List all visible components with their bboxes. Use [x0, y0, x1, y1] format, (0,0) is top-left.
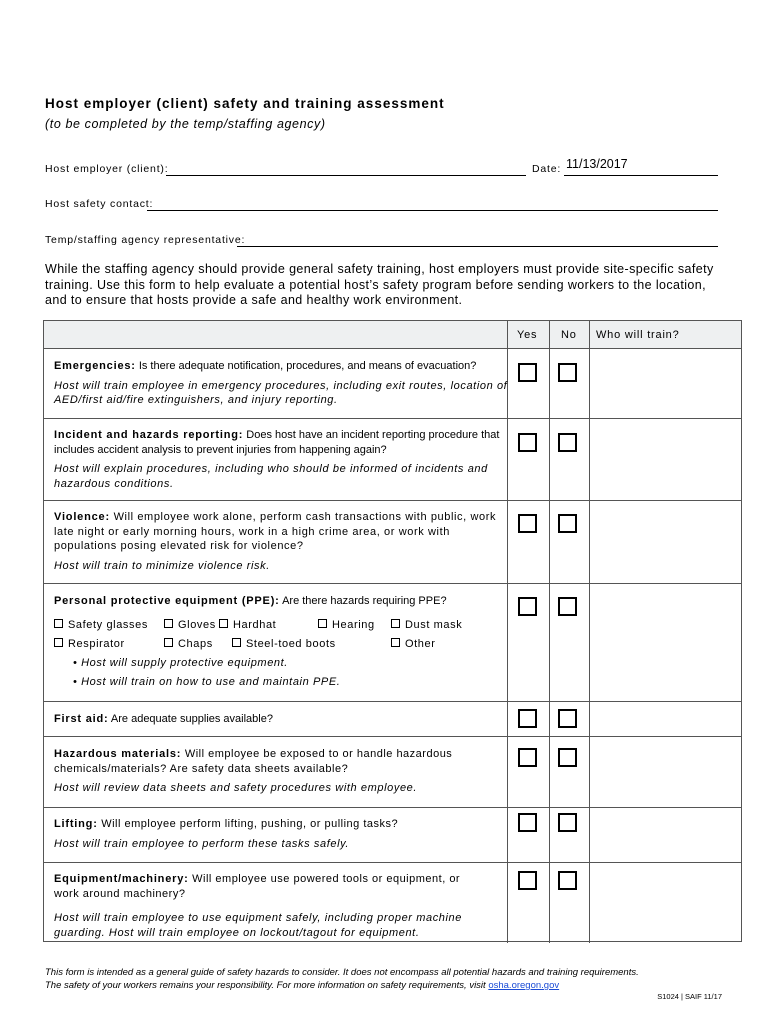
checkbox-icon: [318, 619, 327, 628]
ppe-option[interactable]: Safety glasses: [54, 619, 148, 631]
no-checkbox[interactable]: [558, 433, 577, 452]
host-safety-contact-input[interactable]: [147, 198, 718, 211]
header-yes: Yes: [517, 329, 538, 341]
row-divider: [44, 701, 741, 702]
checkbox-icon: [232, 638, 241, 647]
row-divider: [44, 807, 741, 808]
ppe-option[interactable]: Hearing: [318, 619, 375, 631]
row-divider: [44, 500, 741, 501]
checkbox-icon: [164, 619, 173, 628]
ppe-option[interactable]: Chaps: [164, 638, 213, 650]
host-employer-label: Host employer (client):: [45, 163, 169, 175]
row-label: Personal protective equipment (PPE):: [54, 595, 280, 607]
row-question: Does host have an incident reporting procedure that includes accident analysis to prevent injuries from happening again?: [54, 429, 500, 456]
row-question: Are adequate supplies available?: [110, 713, 273, 725]
header-who-will-train: Who will train?: [596, 329, 680, 341]
agency-rep-input[interactable]: [237, 234, 718, 247]
intro-paragraph: While the staffing agency should provide general safety training, host employers must provide site-specific safety training. Use this form to help evaluate a potential host’s safety program before sending workers to the location, and to ensure that hosts provide a safe and healthy work environment.: [45, 262, 714, 307]
row-note: Host will review data sheets and safety procedures with employee.: [54, 782, 418, 794]
host-safety-contact-label: Host safety contact:: [45, 198, 154, 210]
row-note: Host will train employee in emergency procedures, including exit routes, location of AED/first aid/fire extinguishers, and injury reporting.: [54, 379, 508, 406]
no-checkbox[interactable]: [558, 813, 577, 832]
row-divider: [44, 736, 741, 737]
no-checkbox[interactable]: [558, 363, 577, 382]
row-question: Will employee be exposed to or handle hazardous chemicals/materials? Are safety data sheets available?: [54, 748, 453, 775]
checkbox-icon: [391, 638, 400, 647]
no-checkbox[interactable]: [558, 748, 577, 767]
form-subtitle: (to be completed by the temp/staffing agency): [45, 117, 326, 131]
table-row-emergencies: [54, 359, 509, 408]
row-note: Host will explain procedures, including who should be informed of incidents and hazardous conditions.: [54, 463, 488, 490]
row-note: Host will train to minimize violence risk.: [54, 559, 270, 572]
ppe-bullet: • Host will train on how to use and maintain PPE.: [73, 676, 341, 688]
row-note: Host will train employee to perform these tasks safely.: [54, 837, 350, 850]
yes-checkbox[interactable]: [518, 433, 537, 452]
row-divider: [44, 348, 741, 349]
table-row-ppe: [54, 594, 509, 609]
yes-checkbox[interactable]: [518, 813, 537, 832]
yes-checkbox[interactable]: [518, 709, 537, 728]
row-label: Incident and hazards reporting:: [54, 429, 244, 441]
ppe-option[interactable]: Dust mask: [391, 619, 462, 631]
table-row-hazardous-materials: [54, 747, 509, 796]
row-question: Is there adequate notification, procedures, and means of evacuation?: [138, 360, 477, 372]
no-checkbox[interactable]: [558, 709, 577, 728]
date-input[interactable]: [564, 158, 718, 176]
checkbox-icon: [391, 619, 400, 628]
ppe-option[interactable]: Respirator: [54, 638, 125, 650]
agency-rep-label: Temp/staffing agency representative:: [45, 234, 246, 246]
date-label: Date:: [532, 163, 562, 175]
no-checkbox[interactable]: [558, 871, 577, 890]
yes-checkbox[interactable]: [518, 597, 537, 616]
row-label: Emergencies:: [54, 360, 136, 372]
checkbox-icon: [54, 638, 63, 647]
yes-checkbox[interactable]: [518, 748, 537, 767]
row-label: Equipment/machinery:: [54, 873, 189, 885]
ppe-option[interactable]: Other: [391, 638, 436, 650]
form-code: S1024 | SAIF 11/17: [657, 992, 722, 1001]
row-label: Lifting:: [54, 818, 98, 830]
row-question: Will employee perform lifting, pushing, or pulling tasks?: [101, 818, 399, 830]
date-value: 11/13/2017: [566, 157, 628, 171]
ppe-option[interactable]: Gloves: [164, 619, 216, 631]
header-no: No: [561, 329, 577, 341]
checkbox-icon: [164, 638, 173, 647]
column-divider: [589, 321, 590, 943]
ppe-option[interactable]: Steel-toed boots: [232, 638, 336, 650]
ppe-bullet: • Host will supply protective equipment.: [73, 657, 288, 669]
table-row-incident-reporting: [54, 428, 509, 491]
footer-line-1: This form is intended as a general guide of safety hazards to consider. It does not encompass all potential hazards and training requirements.: [45, 967, 639, 978]
no-checkbox[interactable]: [558, 514, 577, 533]
table-row-first-aid: [54, 712, 509, 727]
checkbox-icon: [54, 619, 63, 628]
host-employer-input[interactable]: [166, 163, 526, 176]
row-label: First aid:: [54, 713, 109, 725]
row-label: Violence:: [54, 511, 110, 523]
row-divider: [44, 862, 741, 863]
row-question: Will employee work alone, perform cash transactions with public, work late night or early morning hours, work in a high crime area, or work with populations posing elevated risk for violence?: [54, 511, 497, 552]
yes-checkbox[interactable]: [518, 871, 537, 890]
row-note: Host will train employee to use equipment safely, including proper machine guarding. Host will train employee on lockout/tagout for equipment.: [54, 912, 462, 939]
row-divider: [44, 583, 741, 584]
host-employer-field: [45, 163, 168, 175]
ppe-option[interactable]: Hardhat: [219, 619, 276, 631]
footer-note: [45, 966, 639, 992]
osha-link[interactable]: osha.oregon.gov: [488, 980, 560, 991]
column-divider: [549, 321, 550, 943]
table-row-lifting: [54, 817, 509, 851]
table-row-equipment: [54, 872, 509, 940]
yes-checkbox[interactable]: [518, 514, 537, 533]
checkbox-icon: [219, 619, 228, 628]
form-title: Host employer (client) safety and training assessment: [45, 96, 445, 111]
row-question: Are there hazards requiring PPE?: [282, 595, 447, 607]
footer-line-2: The safety of your workers remains your responsibility. For more information on safety requirements, visit osha.oregon.gov: [45, 980, 560, 991]
yes-checkbox[interactable]: [518, 363, 537, 382]
no-checkbox[interactable]: [558, 597, 577, 616]
row-label: Hazardous materials:: [54, 748, 182, 760]
row-divider: [44, 418, 741, 419]
assessment-table: [43, 320, 742, 942]
row-question: Will employee use powered tools or equipment, or work around machinery?: [54, 873, 461, 900]
table-row-violence: [54, 510, 509, 573]
